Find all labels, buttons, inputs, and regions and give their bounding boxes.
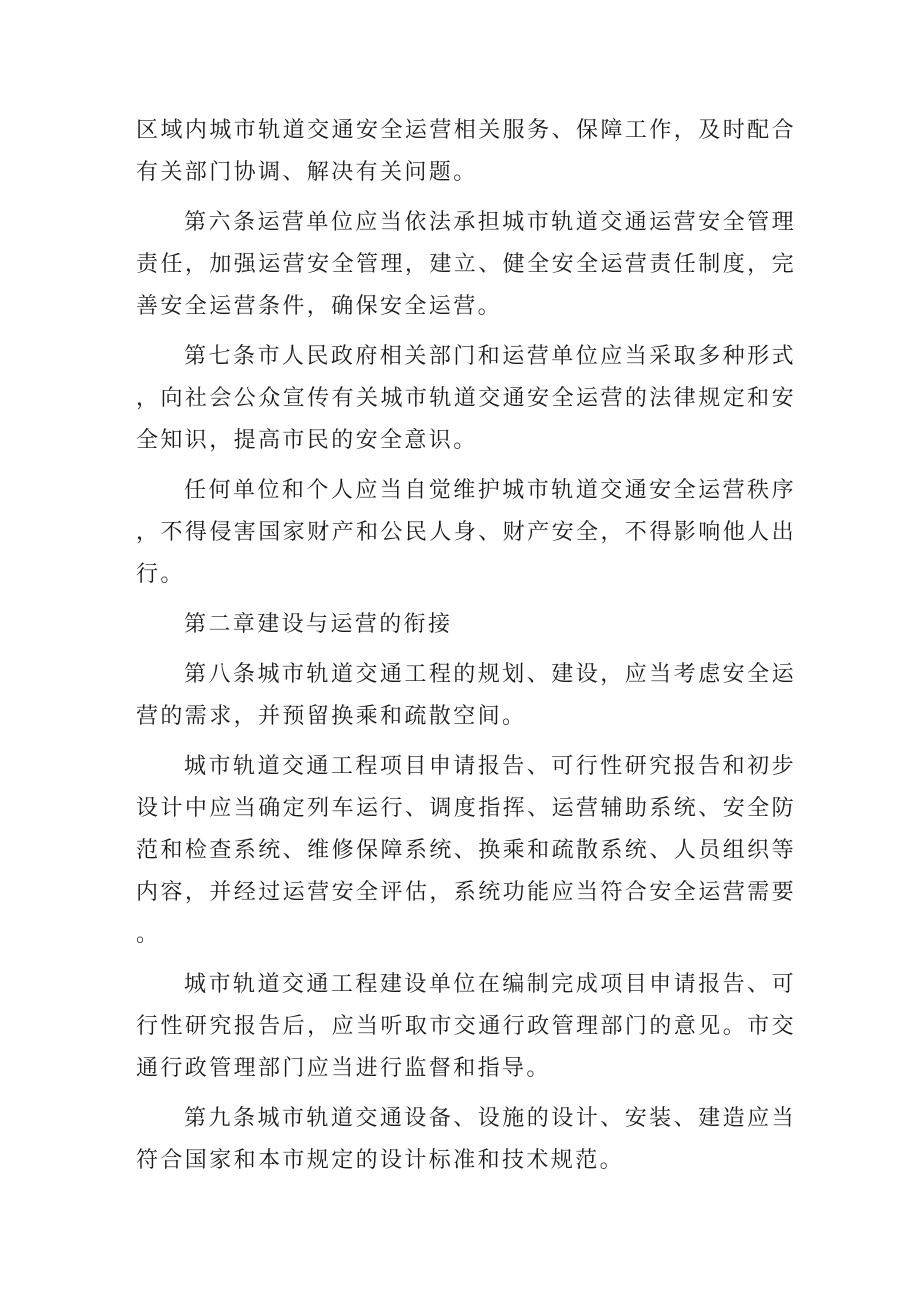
- paragraph-construction-opinion: 城市轨道交通工程建设单位在编制完成项目申请报告、可行性研究报告后，应当听取市交通行政管理部门的意见。市交通行政管理部门应当进行监督和指导。: [136, 972, 796, 1081]
- paragraph-public-order: 任何单位和个人应当自觉维护城市轨道交通安全运营秩序，不得侵害国家财产和公民人身、财产安全，不得影响他人出行。: [136, 478, 796, 587]
- paragraph-article-8: 第八条城市轨道交通工程的规划、建设，应当考虑安全运营的需求，并预留换乘和疏散空间。: [136, 662, 796, 729]
- paragraph-article-6: 第六条运营单位应当依法承担城市轨道交通运营安全管理责任，加强运营安全管理，建立、健全安全运营责任制度，完善安全运营条件，确保安全运营。: [136, 210, 796, 319]
- paragraph-article-9: 第九条城市轨道交通设备、设施的设计、安装、建造应当符合国家和本市规定的设计标准和技术规范。: [136, 1106, 796, 1173]
- paragraph-continuation: 区域内城市轨道交通安全运营相关服务、保障工作，及时配合有关部门协调、解决有关问题。: [136, 118, 796, 185]
- paragraph-design-content: 城市轨道交通工程项目申请报告、可行性研究报告和初步设计中应当确定列车运行、调度指挥、运营辅助系统、安全防范和检查系统、维修保障系统、换乘和疏散系统、人员组织等内容，并经过运营安全评估，系统功能应当符合安全运营需要。: [136, 754, 796, 947]
- document-body: [136, 110, 796, 1190]
- paragraph-article-7: 第七条市人民政府相关部门和运营单位应当采取多种形式，向社会公众宣传有关城市轨道交通安全运营的法律规定和安全知识，提高市民的安全意识。: [136, 344, 796, 453]
- chapter-heading: 第二章建设与运营的衔接: [184, 612, 453, 637]
